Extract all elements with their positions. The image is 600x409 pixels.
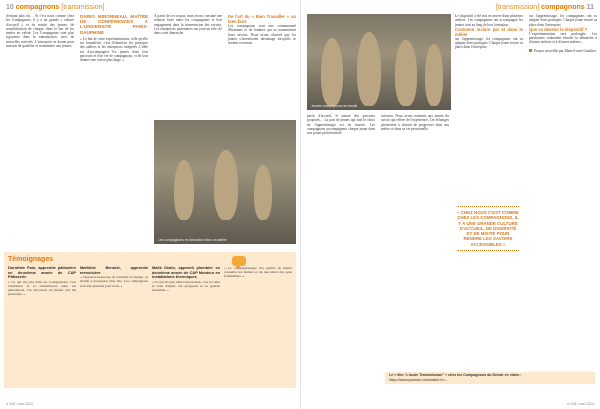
testimony-column-1: Dorothée Pain, apprentie pâtissière en deuxième année de CAP Pâtisserie « Ce qui m'a plu dans les Compagnons, c'est l'ambiance et la transmission entre les générations. J'ai découvert un métier qui me passionne. » — [8, 265, 76, 297]
section-name: [transmission] — [495, 4, 540, 11]
workshop-photo — [154, 120, 296, 244]
left-column-4: De l'art du « Bien Travailler » au bien faire Les compagnons sont une communauté d'hommes et de femmes qui se transmettent leurs savoirs. Nous avons observé que les jeunes s'investissent davantage lorsqu'ils se sentent reconnus. — [228, 14, 296, 46]
photo-caption: Les compagnons en formation dans un atelier — [158, 238, 227, 242]
testimonials-box — [4, 252, 296, 388]
left-folio: # 245 / mai 2024 — [6, 402, 33, 406]
left-column-2: DARIO MIRONNEAU, MAÎTRE DE CONFÉRENCES À L'UNIVERSITÉ PARIS-DAUPHINE « Le but de cette expérimentation, telle qu'elle est formalisée, c'est d'identifier les principes des ateliers et les entreprises intégrées. L'idée est d'accompagner les jeunes dans leur parcours et leur vie de compagnons, et de leur donner une vision plus large. » — [80, 14, 148, 63]
square-bullet-icon — [529, 49, 532, 52]
photo-caption: Jeunes compagnons au travail — [311, 104, 357, 108]
testimony-column-3: Malik Diallo, apprenti plombier en deuxième année de CAP Monteur en installations thermiques « Ce qui m'a plu dans l'association, c'est le cadre et l'état d'esprit. On progresse et on grandit ensemble. » — [152, 265, 220, 293]
pull-quote: « CHEZ NOUS C'EST COMME CHEZ LES COMPAGNONS, IL Y A UNE GRANDE CULTURE D'ACCUEIL, DE DIVERSITÉ ET DE MIXITÉ POUR RENDRE LES SAVOIRS ACCESSIBLES » — [457, 206, 519, 251]
video-link[interactable]: https://www.youtube.com/watch?v=... — [389, 378, 449, 382]
subheading: Que va devenir le dispositif ? — [529, 26, 588, 32]
right-folio: # 245 / mai 2024 — [567, 402, 594, 406]
right-column-2: ruisseau. Nous avons transmis aux jeunes du savoir qui relève de l'expérience. Les échanges permettent à chacun de progresser dans son métier et dans sa vie personnelle. — [381, 114, 449, 131]
team-photo — [307, 14, 451, 110]
testimonials-title: Témoignages — [8, 256, 54, 263]
magazine-name: compagnons — [541, 4, 585, 11]
testimony-column-4: « Le compagnonnage m'a permis de mieux connaître les métiers et de rencontrer des gens formidables. » — [224, 266, 292, 279]
video-link-bar[interactable]: Le « film “L'autre Transmission” » chez les Compagnons du Devoir en vidéo : https://www.youtube.com/watch?v=... — [385, 372, 595, 384]
testimony-column-2: Mathilde Benoist, apprentie menuisière « J'apprécie beaucoup de travailler en équipe, ça m'aide à progresser plus vite. Les compagnons sont très présents pour nous. » — [80, 265, 148, 288]
left-running-head — [6, 4, 104, 11]
right-column-4: sur l'apprentissage, les compagnons ont su adapter leurs pratiques. Chaque jeune trouve sa place dans l'entreprise. Que va devenir le dispositif ? L'expérimentation sera prolongée. Les partenaires souhaitent étendre la démarche à d'autres ateliers et à d'autres métiers. Propos recueillis par Marie-Laure Gauthier — [529, 14, 597, 53]
right-column-1: partir d'accueil, le nature des parcours proposés… La part de jeunes qui font le choix de l'apprentissage est en hausse. Les compagnons accompagnent chaque jeune dans son projet professionnel. — [307, 114, 375, 136]
left-column-1: d'enfant plus tôt… Si c'est nous comme chez les Compagnons, il y a un grande « culture d'accueil » et de mixité des jeunes, de sensibilisation de chaque, dans le but de les mettre en valeur. Les Compagnons sont plus rigoureux dans la transmission, avec de nouvelles activités. L'entreprise se donne pour mission de qualifier et transmettre aux jeunes. — [6, 14, 74, 49]
credit: Propos recueillis par Marie-Laure Gauthier — [529, 49, 597, 53]
section-name: [transmission] — [61, 4, 105, 11]
magazine-name: compagnons — [15, 4, 60, 11]
left-column-3: À partir de ces acquis, nous avons constaté une relation forte entre les compagnons et leur engagement dans la transmission des savoirs. Les entreprises partenaires ont joué un rôle clé dans cette démarche. — [154, 14, 222, 36]
interview-heading: DARIO MIRONNEAU, MAÎTRE DE CONFÉRENCES À L'UNIVERSITÉ PARIS-DAUPHINE — [80, 14, 148, 35]
subheading: De l'art du « Bien Travailler » au bien faire — [228, 14, 296, 24]
right-page — [300, 0, 600, 409]
right-running-head — [496, 4, 594, 11]
page-number: 11 — [586, 4, 594, 11]
speech-bubble-icon — [232, 256, 246, 266]
right-column-3: Le dispositif a été mis en œuvre dans plusieurs ateliers. Les compagnons ont accompagné les jeunes tout au long de leur formation. Comment inclure par et dans le métier sur l'apprentissage, les compagnons ont su adapter leurs pratiques. Chaque jeune trouve sa place dans l'entreprise. — [455, 14, 523, 50]
page-number: 10 — [6, 4, 14, 11]
subheading: Comment inclure par et dans le métier — [455, 26, 523, 37]
